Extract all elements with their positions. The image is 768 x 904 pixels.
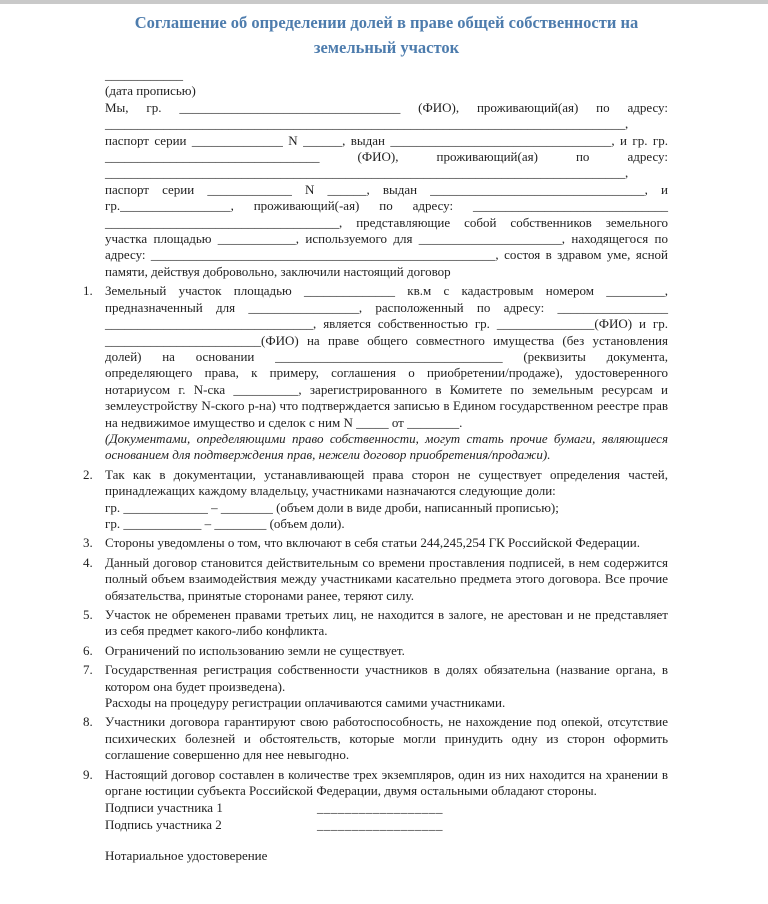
clause-continuation: Расходы на процедуру регистрации оплачиваются самими участниками. (105, 695, 506, 711)
signature-row-2 (105, 817, 668, 833)
clause-item-9 (83, 766, 668, 800)
clause-text: Стороны уведомлены о том, что включают в себя статьи 244,245,254 ГК Российской Федерации. (105, 535, 640, 551)
clause-text: Участок не обременен правами третьих лиц, не находится в залоге, не арестован и не представляет из себя предмет какого-либо конфликта. (105, 607, 668, 639)
clause-item-8 (83, 714, 668, 763)
signature-line-2: __________________ (317, 816, 443, 832)
date-blank-line: ____________ (105, 67, 183, 82)
clause-number: 2. (83, 466, 93, 482)
signature-label-1: Подписи участника 1 (105, 800, 223, 816)
clause-number: 5. (83, 607, 93, 622)
clause-item-7 (83, 662, 668, 711)
clause-text: Участники договора гарантируют свою работоспособность, не нахождение под опекой, отсутствие психических болезней и обстоятельств, которые могли принудить одну из сторон оформить соглашение совершенно для нее невыгодно. (105, 714, 668, 763)
clause-number: 4. (83, 554, 93, 570)
clause-text: Так как в документации, устанавливающей права сторон не существует определения частей, принадлежащих каждому владельцу, участниками назначаются следующие доли: (105, 466, 668, 499)
scan-top-edge (0, 0, 768, 4)
clause-number: 7. (83, 662, 93, 678)
clause-number: 3. (83, 535, 93, 551)
clause-item-2 (83, 466, 668, 533)
share-line-1: гр. _____________ – ________ (объем доли в виде дроби, написанный прописью); (105, 499, 559, 515)
clause-item-1 (83, 283, 668, 463)
signature-row-1 (105, 800, 668, 816)
clause-note-italic: (Документами, определяющими право собственности, могут стать прочие бумаги, являющиеся основанием для подтверждения прав, нежели договор приобретения/продажи). (105, 430, 668, 463)
clause-text: Земельный участок площадью ______________ кв.м с кадастровым номером _________, предназначенный для _________________, расположенный по адресу: _________________ ________________________________, является собственностью гр. _______________(ФИО) и гр. ________________________(ФИО) на праве общего совместного имущества (без установления долей) на основании ___________________________________ (реквизиты документа, определяющего права, к примеру, соглашения о приобретении/продаже), удостоверенного нотариусом г. N-ска __________, зарегистрированного в Комитете по земельным ресурсам и землеустройству N-ского р-на) что подтверждается записью в Едином государственном реестре прав на недвижимое имущество и сделок с ним N _____ от ________. (105, 283, 668, 430)
clause-text: Ограничений по использованию земли не существует. (105, 642, 405, 658)
signature-block (105, 800, 668, 833)
clause-number: 8. (83, 714, 93, 730)
signature-label-2: Подпись участника 2 (105, 816, 222, 832)
clause-text: Государственная регистрация собственности участников в долях обязательна (название органа, в котором она будет произведена). (105, 662, 668, 694)
clause-number: 6. (83, 642, 93, 658)
document-title: Соглашение об определении долей в праве общей собственности на земельный участок (134, 13, 639, 57)
clause-item-4 (83, 554, 668, 604)
intro-paragraph: Мы, гр. __________________________________ (ФИО), проживающий(ая) по адресу: ________________________________________________________________________________, паспорт серии ______________ N ______, выдан __________________________________, и гр. гр. _________________________________ (ФИО), проживающий(ая) по адресу: ________________________________________________________________________________, паспорт серии _____________ N ______, выдан _________________________________, и гр._________________, проживающий(-ая) по адресу: ______________________________ ____________________________________, представляющие собой собственников земельного участка площадью ____________, используемого для ______________________, находящегося по адресу: _____________________________________________________, состоя в здравом уме, ясной памяти, действуя добровольно, заключили настоящий договор (105, 99, 668, 279)
clause-number: 1. (83, 283, 93, 299)
signature-line-1: __________________ (317, 800, 443, 816)
share-line-2: гр. ____________ – ________ (объем доли). (105, 515, 345, 531)
notary-label: Нотариальное удостоверение (105, 848, 268, 864)
date-caption: (дата прописью) (105, 83, 196, 99)
clause-item-3 (83, 535, 668, 551)
clause-item-6 (83, 642, 668, 659)
clause-text: Данный договор становится действительным со времени проставления подписей, в нем содержится полный объем взаимодействия между участниками касательно предмета этого договора. Все прочие обязательства, принятые сторонами ранее, теряют силу. (105, 554, 668, 603)
clause-item-5 (83, 607, 668, 640)
clause-text: Настоящий договор составлен в количестве трех экземпляров, один из них находится на хранении в органе юстиции субъекта Российской Федерации, двумя остальными обладают стороны. (105, 766, 668, 799)
clause-number: 9. (83, 766, 93, 782)
